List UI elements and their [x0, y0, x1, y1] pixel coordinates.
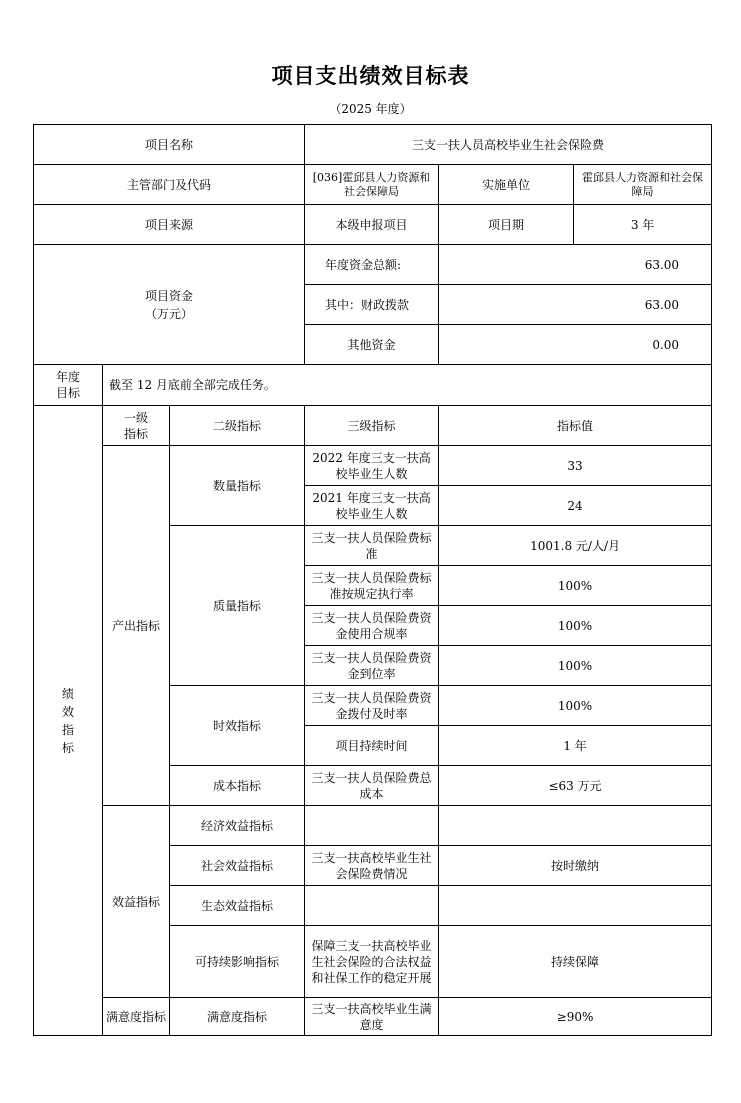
- level3-cell: 三支一扶人员保险费标准按规定执行率: [305, 566, 439, 606]
- perf-label: 绩 效 指 标: [34, 406, 103, 1036]
- row-source: [34, 205, 712, 245]
- satisfaction-l2-label: 满意度指标: [170, 998, 305, 1036]
- value-cell: ≥90%: [439, 998, 712, 1036]
- fund-fiscal-label: 其中：财政拨款: [305, 285, 439, 325]
- level3-cell: 三支一扶人员保险费资金使用合规率: [305, 606, 439, 646]
- quantity-label: 数量指标: [170, 446, 305, 526]
- dept-value: [036]霍邱县人力资源和社会保障局: [305, 165, 439, 205]
- sustain-label: 可持续影响指标: [170, 926, 305, 998]
- funds-label: 项目资金 （万元）: [34, 245, 305, 365]
- value-cell: [439, 806, 712, 846]
- cost-label: 成本指标: [170, 766, 305, 806]
- value-cell: 1 年: [439, 726, 712, 766]
- row-project-name: [34, 125, 712, 165]
- eco-label: 生态效益指标: [170, 886, 305, 926]
- dept-label: 主管部门及代码: [34, 165, 305, 205]
- value-cell: 100%: [439, 566, 712, 606]
- value-cell: 持续保障: [439, 926, 712, 998]
- table-row: [34, 998, 712, 1036]
- header-level2: 二级指标: [170, 406, 305, 446]
- fund-other-value: 0.00: [439, 325, 712, 365]
- period-label: 项目期: [439, 205, 574, 245]
- level3-cell: 项目持续时间: [305, 726, 439, 766]
- goal-label: 年度 目标: [34, 365, 103, 406]
- row-perf-header: [34, 406, 712, 446]
- satisfaction-l1-label: 满意度指标: [103, 998, 170, 1036]
- year-note: （2025 年度）: [329, 102, 412, 116]
- level3-cell: 三支一扶高校毕业生社会保险费情况: [305, 846, 439, 886]
- value-cell: ≤63 万元: [439, 766, 712, 806]
- table-row: [34, 806, 712, 846]
- project-name-value: 三支一扶人员高校毕业生社会保险费: [305, 125, 712, 165]
- quality-label: 质量指标: [170, 526, 305, 686]
- fund-other-label: 其他资金: [305, 325, 439, 365]
- economic-label: 经济效益指标: [170, 806, 305, 846]
- header-level1: 一级 指标: [103, 406, 170, 446]
- value-cell: 100%: [439, 606, 712, 646]
- row-fund-total: [34, 245, 712, 285]
- level3-cell: 三支一扶高校毕业生满意度: [305, 998, 439, 1036]
- row-dept: [34, 165, 712, 205]
- level3-cell: 三支一扶人员保险费资金到位率: [305, 646, 439, 686]
- level3-cell: 保障三支一扶高校毕业生社会保险的合法权益和社保工作的稳定开展: [305, 926, 439, 998]
- value-cell: [439, 886, 712, 926]
- value-cell: 100%: [439, 686, 712, 726]
- value-cell: 1001.8 元/人/月: [439, 526, 712, 566]
- header-value: 指标值: [439, 406, 712, 446]
- source-value: 本级申报项目: [305, 205, 439, 245]
- source-label: 项目来源: [34, 205, 305, 245]
- impl-label: 实施单位: [439, 165, 574, 205]
- value-cell: 33: [439, 446, 712, 486]
- period-value: 3 年: [574, 205, 712, 245]
- row-goal: [34, 365, 712, 406]
- header-level3: 三级指标: [305, 406, 439, 446]
- level3-cell: 2021 年度三支一扶高校毕业生人数: [305, 486, 439, 526]
- timeliness-label: 时效指标: [170, 686, 305, 766]
- goal-text: 截至 12 月底前全部完成任务。: [103, 365, 712, 406]
- fund-total-value: 63.00: [439, 245, 712, 285]
- table-row: [34, 446, 712, 486]
- page-title: 项目支出绩效目标表: [271, 63, 470, 88]
- impl-value: 霍邱县人力资源和社会保障局: [574, 165, 712, 205]
- fund-fiscal-value: 63.00: [439, 285, 712, 325]
- output-label: 产出指标: [103, 446, 170, 806]
- value-cell: 100%: [439, 646, 712, 686]
- level3-cell: 2022 年度三支一扶高校毕业生人数: [305, 446, 439, 486]
- level3-cell: 三支一扶人员保险费标准: [305, 526, 439, 566]
- social-label: 社会效益指标: [170, 846, 305, 886]
- value-cell: 24: [439, 486, 712, 526]
- project-name-label: 项目名称: [34, 125, 305, 165]
- performance-table: [33, 124, 712, 1036]
- level3-cell: 三支一扶人员保险费总成本: [305, 766, 439, 806]
- level3-cell: [305, 886, 439, 926]
- fund-total-label: 年度资金总额:: [305, 245, 439, 285]
- level3-cell: [305, 806, 439, 846]
- level3-cell: 三支一扶人员保险费资金拨付及时率: [305, 686, 439, 726]
- benefit-label: 效益指标: [103, 806, 170, 998]
- value-cell: 按时缴纳: [439, 846, 712, 886]
